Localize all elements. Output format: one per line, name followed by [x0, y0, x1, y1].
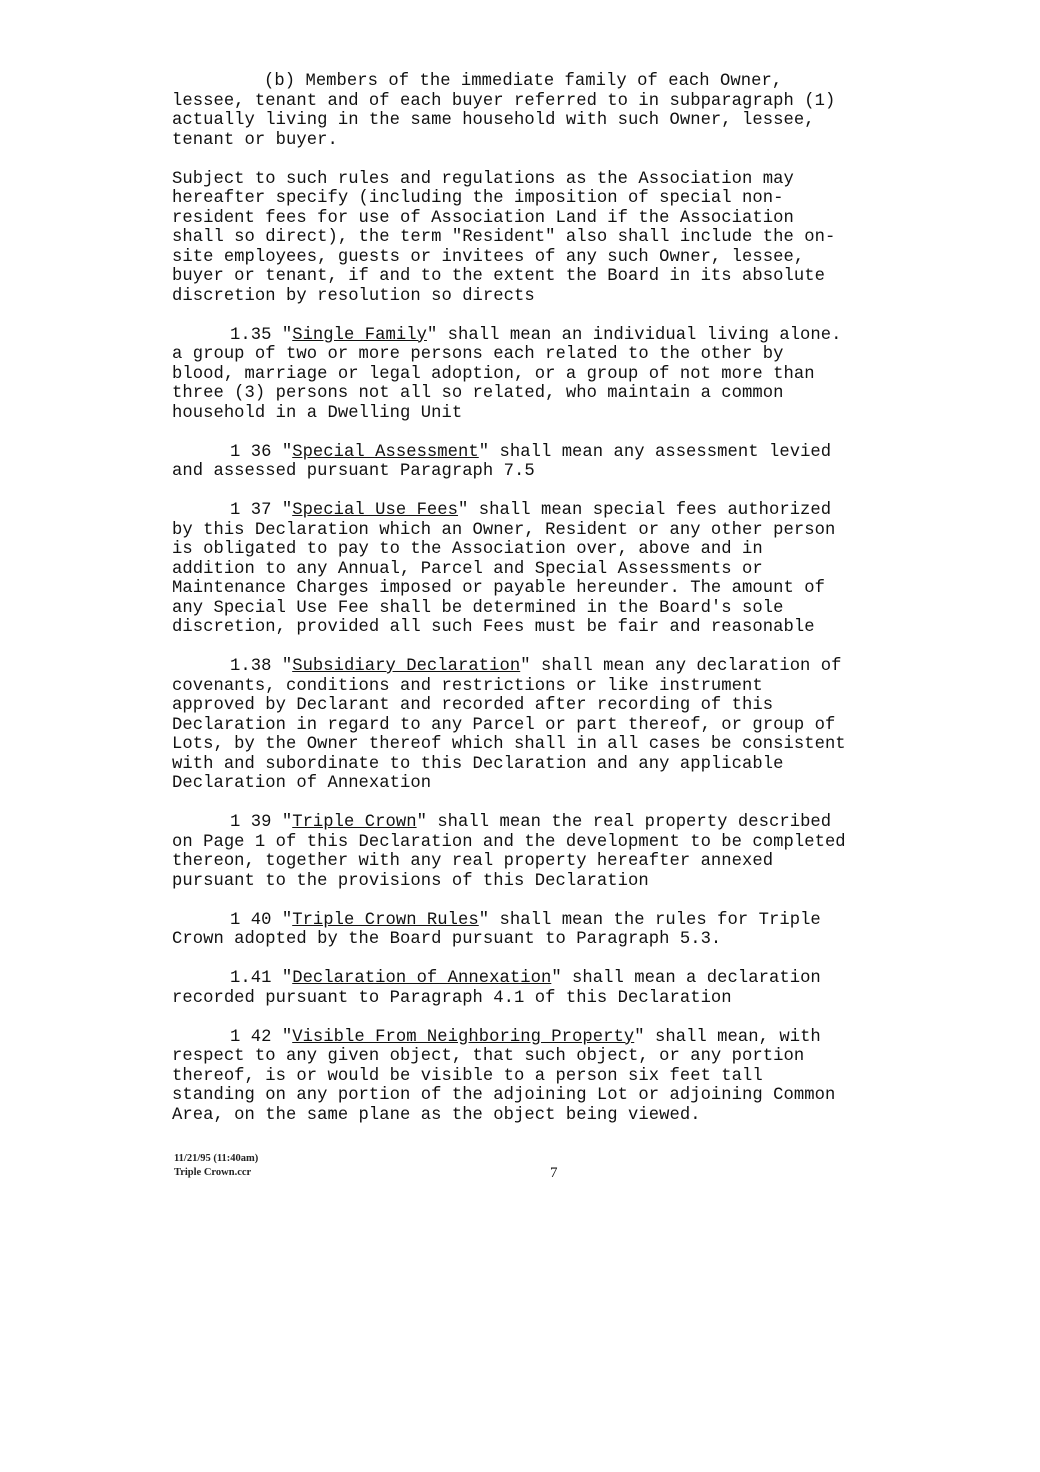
definition-number: 1.38: [230, 657, 272, 676]
page-number: 7: [550, 1165, 558, 1181]
definition-1-35: 1.35 "Single Family" shall mean an individual living alone. a group of two or more persons each related to the other by blood, marriage or legal adoption, or a group of not more than three (3) persons not all so related, who maintain a common household in a Dwelling Unit: [172, 325, 842, 423]
defined-term: Special Assessment: [292, 442, 479, 462]
definition-number: 1.41: [230, 969, 272, 988]
definition-number: 1 36: [230, 442, 272, 462]
defined-term: Subsidiary Declaration: [292, 657, 521, 676]
definition-number: 1 37: [230, 501, 272, 520]
definition-number: 1.35: [230, 325, 272, 345]
definition-text: shall mean an individual living alone. a group of two or more persons each related to the other by blood, marriage or legal adoption, or a group of not more than three (3) persons not all so related, who maintain a common household in a Dwelling Unit: [172, 325, 842, 423]
defined-term: Triple Crown: [292, 813, 417, 832]
definition-text: shall mean the real property described on Page 1 of this Declaration and the development to be completed thereon, together with any real property hereafter annexed pursuant to the provisions of this Declaration: [172, 813, 846, 891]
definition-number: 1 39: [230, 813, 272, 832]
definition-text: shall mean any assessment levied and assessed pursuant Paragraph 7.5: [172, 442, 832, 481]
definition-1-36: 1 36 "Special Assessment" shall mean any assessment levied and assessed pursuant Paragraph 7.5: [172, 442, 832, 481]
paragraph-subject: Subject to such rules and regulations as the Association may hereafter specify (including the imposition of special non- resident fees for use of Association Land if the Association shall so direct), the term "Resident" also shall include the on- site employees, guests or invitees of any such Owner, lessee, buyer or tenant, if and to the extent the Board in its absolute discretion by resolution so directs: [172, 169, 836, 306]
definition-1-38: 1.38 "Subsidiary Declaration" shall mean any declaration of covenants, conditions and restrictions or like instrument approved by Declarant and recorded after recording of this Declaration in regard to any Parcel or part thereof, or group of Lots, by the Owner thereof which shall in all cases be consistent with and subordinate to this Declaration and any applicable Declaration of Annexation: [172, 657, 846, 793]
defined-term: Triple Crown Rules: [292, 910, 479, 930]
defined-term: Special Use Fees: [292, 501, 459, 520]
definition-text: shall mean a declaration recorded pursuant to Paragraph 4.1 of this Declaration: [172, 969, 821, 1008]
definition-1-40: 1 40 "Triple Crown Rules" shall mean the rules for Triple Crown adopted by the Board pursuant to Paragraph 5.3.: [172, 910, 821, 949]
paragraph-b: (b) Members of the immediate family of each Owner, lessee, tenant and of each buyer referred to in subparagraph (1) actually living in the same household with such Owner, lessee, tenant or buyer.: [172, 72, 836, 150]
definition-number: 1 40: [230, 910, 272, 930]
definition-text: shall mean special fees authorized by this Declaration which an Owner, Resident or any other person is obligated to pay to the Association over, above and in addition to any Annual, Parcel and Special Assessments or Maintenance Charges imposed or payable hereunder. The amount of any Special Use Fee shall be determined in the Board's sole discretion, provided all such Fees must be fair and reasonable: [172, 501, 836, 637]
definition-text: shall mean, with respect to any given object, that such object, or any portion thereof, is or would be visible to a person six feet tall standing on any portion of the adjoining Lot or adjoining Common Area, on the same plane as the object being viewed.: [172, 1027, 836, 1125]
definition-1-39: 1 39 "Triple Crown" shall mean the real property described on Page 1 of this Declaration and the development to be completed thereon, together with any real property hereafter annexed pursuant to the provisions of this Declaration: [172, 813, 846, 891]
defined-term: Single Family: [292, 325, 427, 345]
footer-file-info: [174, 1152, 258, 1180]
definition-text: shall mean any declaration of covenants, conditions and restrictions or like instrument approved by Declarant and recorded after recording of this Declaration in regard to any Parcel or part thereof, or group of Lots, by the Owner thereof which shall in all cases be consistent with and subordinate to this Declaration and any applicable Declaration of Annexation: [172, 657, 846, 793]
defined-term: Visible From Neighboring Property: [292, 1027, 635, 1047]
definition-1-41: 1.41 "Declaration of Annexation" shall mean a declaration recorded pursuant to Paragraph 4.1 of this Declaration: [172, 969, 821, 1008]
definition-1-42: 1 42 "Visible From Neighboring Property" shall mean, with respect to any given object, that such object, or any portion thereof, is or would be visible to a person six feet tall standing on any portion of the adjoining Lot or adjoining Common Area, on the same plane as the object being viewed.: [172, 1027, 836, 1125]
definition-1-37: 1 37 "Special Use Fees" shall mean special fees authorized by this Declaration which an Owner, Resident or any other person is obligated to pay to the Association over, above and in addition to any Annual, Parcel and Special Assessments or Maintenance Charges imposed or payable hereunder. The amount of any Special Use Fee shall be determined in the Board's sole discretion, provided all such Fees must be fair and reasonable: [172, 501, 836, 637]
defined-term: Declaration of Annexation: [292, 969, 552, 988]
document-body: [172, 72, 942, 1145]
footer-filename: Triple Crown.ccr: [174, 1167, 252, 1178]
definition-number: 1 42: [230, 1027, 272, 1047]
definition-text: shall mean the rules for Triple Crown adopted by the Board pursuant to Paragraph 5.3.: [172, 910, 821, 949]
footer-timestamp: 11/21/95 (11:40am): [174, 1153, 259, 1164]
